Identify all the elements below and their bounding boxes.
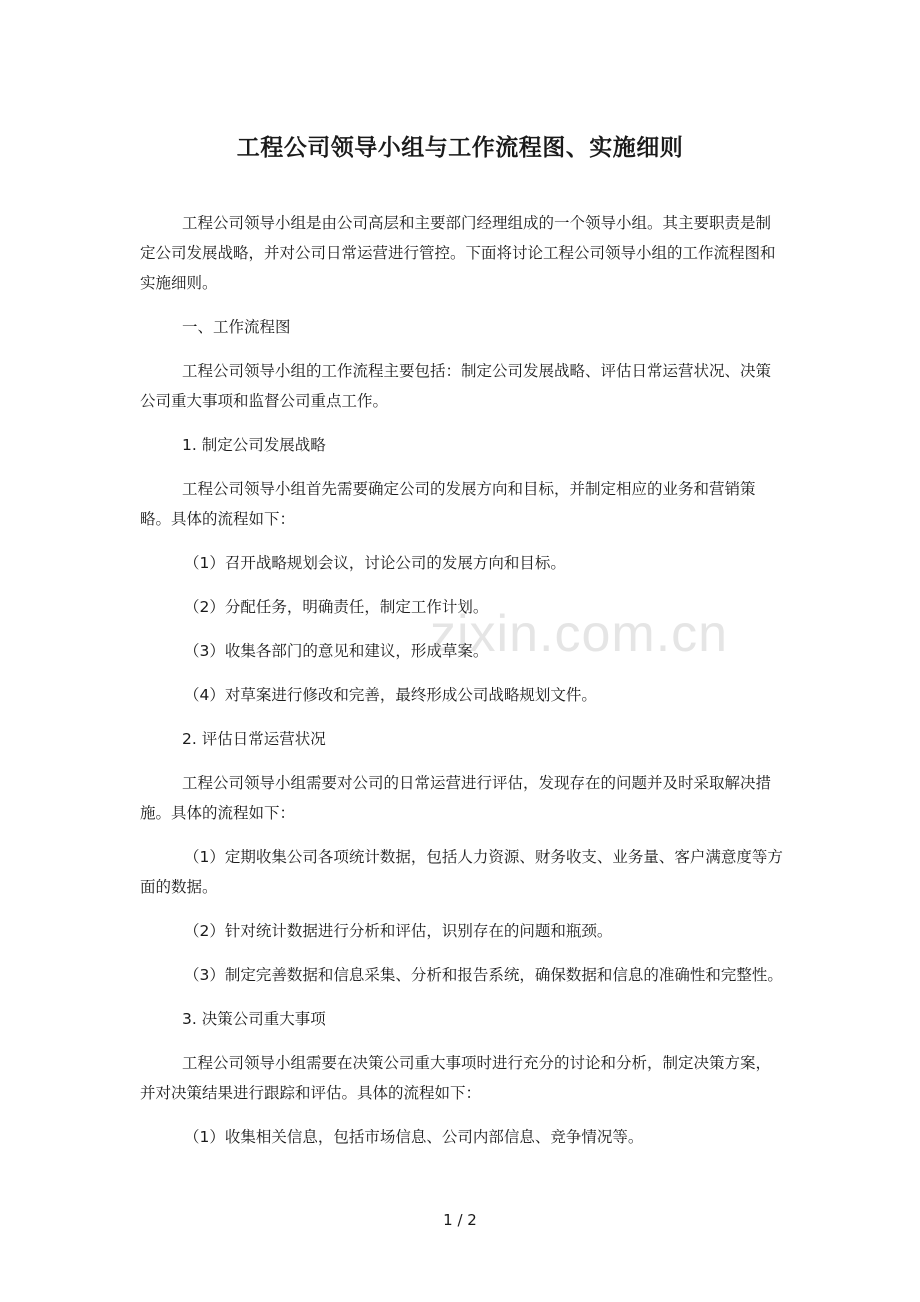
watermark: zixin.com.cn bbox=[430, 605, 729, 663]
list-item: （3）制定完善数据和信息采集、分析和报告系统，确保数据和信息的准确性和完整性。 bbox=[184, 966, 783, 984]
intro-paragraph: 工程公司领导小组是由公司高层和主要部门经理组成的一个领导小组。其主要职责是制定公司发展战略，并对公司日常运营进行管控。下面将讨论工程公司领导小组的工作流程图和实施细则。 bbox=[140, 214, 776, 292]
body-paragraph: 工程公司领导小组需要对公司的日常运营进行评估，发现存在的问题并及时采取解决措施。具体的流程如下： bbox=[140, 774, 772, 822]
list-item: （2）分配任务，明确责任，制定工作计划。 bbox=[184, 598, 489, 616]
section-heading: 一、工作流程图 bbox=[182, 318, 291, 336]
subsection-heading: 3. 决策公司重大事项 bbox=[182, 1010, 326, 1028]
list-item: （4）对草案进行修改和完善，最终形成公司战略规划文件。 bbox=[184, 686, 597, 704]
subsection-heading: 2. 评估日常运营状况 bbox=[182, 730, 326, 748]
list-item: （1）召开战略规划会议，讨论公司的发展方向和目标。 bbox=[184, 554, 566, 572]
list-item: （3）收集各部门的意见和建议，形成草案。 bbox=[184, 642, 489, 660]
document-body bbox=[140, 208, 785, 1166]
list-item: （2）针对统计数据进行分析和评估，识别存在的问题和瓶颈。 bbox=[184, 922, 613, 940]
document-title: 工程公司领导小组与工作流程图、实施细则 bbox=[236, 135, 684, 161]
page-number: 1 / 2 bbox=[443, 1211, 477, 1229]
subsection-heading: 1. 制定公司发展战略 bbox=[182, 436, 326, 454]
list-item: （1）定期收集公司各项统计数据，包括人力资源、财务收支、业务量、客户满意度等方面的数据。 bbox=[140, 848, 783, 896]
body-paragraph: 工程公司领导小组需要在决策公司重大事项时进行充分的讨论和分析，制定决策方案，并对决策结果进行跟踪和评估。具体的流程如下： bbox=[140, 1054, 772, 1102]
list-item: （1）收集相关信息，包括市场信息、公司内部信息、竞争情况等。 bbox=[184, 1128, 644, 1146]
body-paragraph: 工程公司领导小组的工作流程主要包括：制定公司发展战略、评估日常运营状况、决策公司重大事项和监督公司重点工作。 bbox=[140, 362, 772, 410]
body-paragraph: 工程公司领导小组首先需要确定公司的发展方向和目标，并制定相应的业务和营销策略。具体的流程如下： bbox=[140, 480, 756, 528]
